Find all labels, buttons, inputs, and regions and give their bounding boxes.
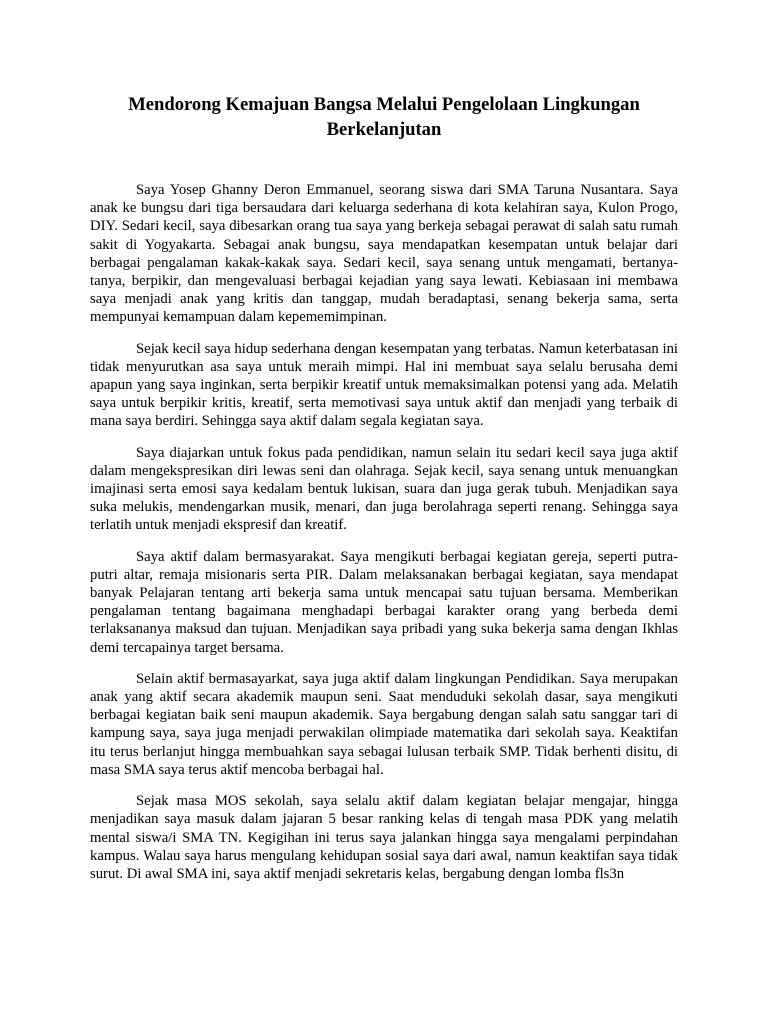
paragraph-4: Saya aktif dalam bermasyarakat. Saya mengikuti berbagai kegiatan gereja, seperti putra-putri altar, remaja misionaris serta PIR. Dalam melaksanakan berbagai kegiatan, saya mendapat banyak Pelajaran tentang arti bekerja sama untuk mencapai satu tujuan bersama. Memberikan pengalaman tentang bagaimana menghadapi berbagai karakter orang yang berbeda demi terlaksananya maksud dan tujuan. Menjadikan saya pribadi yang suka bekerja sama dengan Ikhlas demi tercapainya target bersama. <box>90 548 678 656</box>
paragraph-2: Sejak kecil saya hidup sederhana dengan kesempatan yang terbatas. Namun keterbatasan ini tidak menyurutkan asa saya untuk meraih mimpi. Hal ini membuat saya selalu berusaha demi apapun yang saya inginkan, serta berpikir kreatif untuk memaksimalkan potensi yang ada. Melatih saya untuk berpikir kritis, kreatif, serta memotivasi saya untuk aktif dan menjadi yang terbaik di mana saya berdiri. Sehingga saya aktif dalam segala kegiatan saya. <box>90 340 678 430</box>
paragraph-1: Saya Yosep Ghanny Deron Emmanuel, seorang siswa dari SMA Taruna Nusantara. Saya anak ke bungsu dari tiga bersaudara dari keluarga sederhana di kota kelahiran saya, Kulon Progo, DIY. Sedari kecil, saya dibesarkan orang tua saya yang berkeja sebagai perawat di salah satu rumah sakit di Yogyakarta. Sebagai anak bungsu, saya mendapatkan kesempatan untuk belajar dari berbagai pengalaman kakak-kakak saya. Sedari kecil, saya senang untuk mengamati, bertanya-tanya, berpikir, dan mengevaluasi berbagai kejadian yang saya lewati. Kebiasaan ini membawa saya menjadi anak yang kritis dan tanggap, mudah beradaptasi, senang bekerja sama, serta mempunyai kemampuan dalam kepememimpinan. <box>90 182 678 326</box>
document-title: Mendorong Kemajuan Bangsa Melalui Pengelolaan Lingkungan Berkelanjutan <box>128 94 640 140</box>
paragraph-3: Saya diajarkan untuk fokus pada pendidikan, namun selain itu sedari kecil saya juga aktif dalam mengekspresikan diri lewas seni dan olahraga. Sejak kecil, saya senang untuk menuangkan imajinasi serta emosi saya kedalam bentuk lukisan, suara dan juga gerak tubuh. Menjadikan saya suka melukis, mendengarkan musik, menari, dan juga berolahraga seperti renang. Sehingga saya terlatih untuk menjadi ekspresif dan kreatif. <box>90 444 678 534</box>
paragraph-6: Sejak masa MOS sekolah, saya selalu aktif dalam kegiatan belajar mengajar, hingga menjadikan saya masuk dalam jajaran 5 besar ranking kelas di tengah masa PDK yang melatih mental siswa/i SMA TN. Kegigihan ini terus saya jalankan hingga saya mengalami perpindahan kampus. Walau saya harus mengulang kehidupan sosial saya dari awal, namun keaktifan saya tidak surut. Di awal SMA ini, saya aktif menjadi sekretaris kelas, bergabung dengan lomba fls3n <box>90 793 678 882</box>
paragraph-5: Selain aktif bermasayarkat, saya juga aktif dalam lingkungan Pendidikan. Saya merupakan anak yang aktif secara akademik maupun seni. Saat menduduki sekolah dasar, saya mengikuti berbagai kegiatan baik seni maupun akademik. Saya bergabung dengan salah satu sanggar tari di kampung saya, saya juga menjadi perwakilan olimpiade matematika dari sekolah saya. Keaktifan itu terus berlanjut hingga membuahkan saya sebagai lulusan terbaik SMP. Tidak berhenti disitu, di masa SMA saya terus aktif mencoba berbagai hal. <box>90 670 678 778</box>
